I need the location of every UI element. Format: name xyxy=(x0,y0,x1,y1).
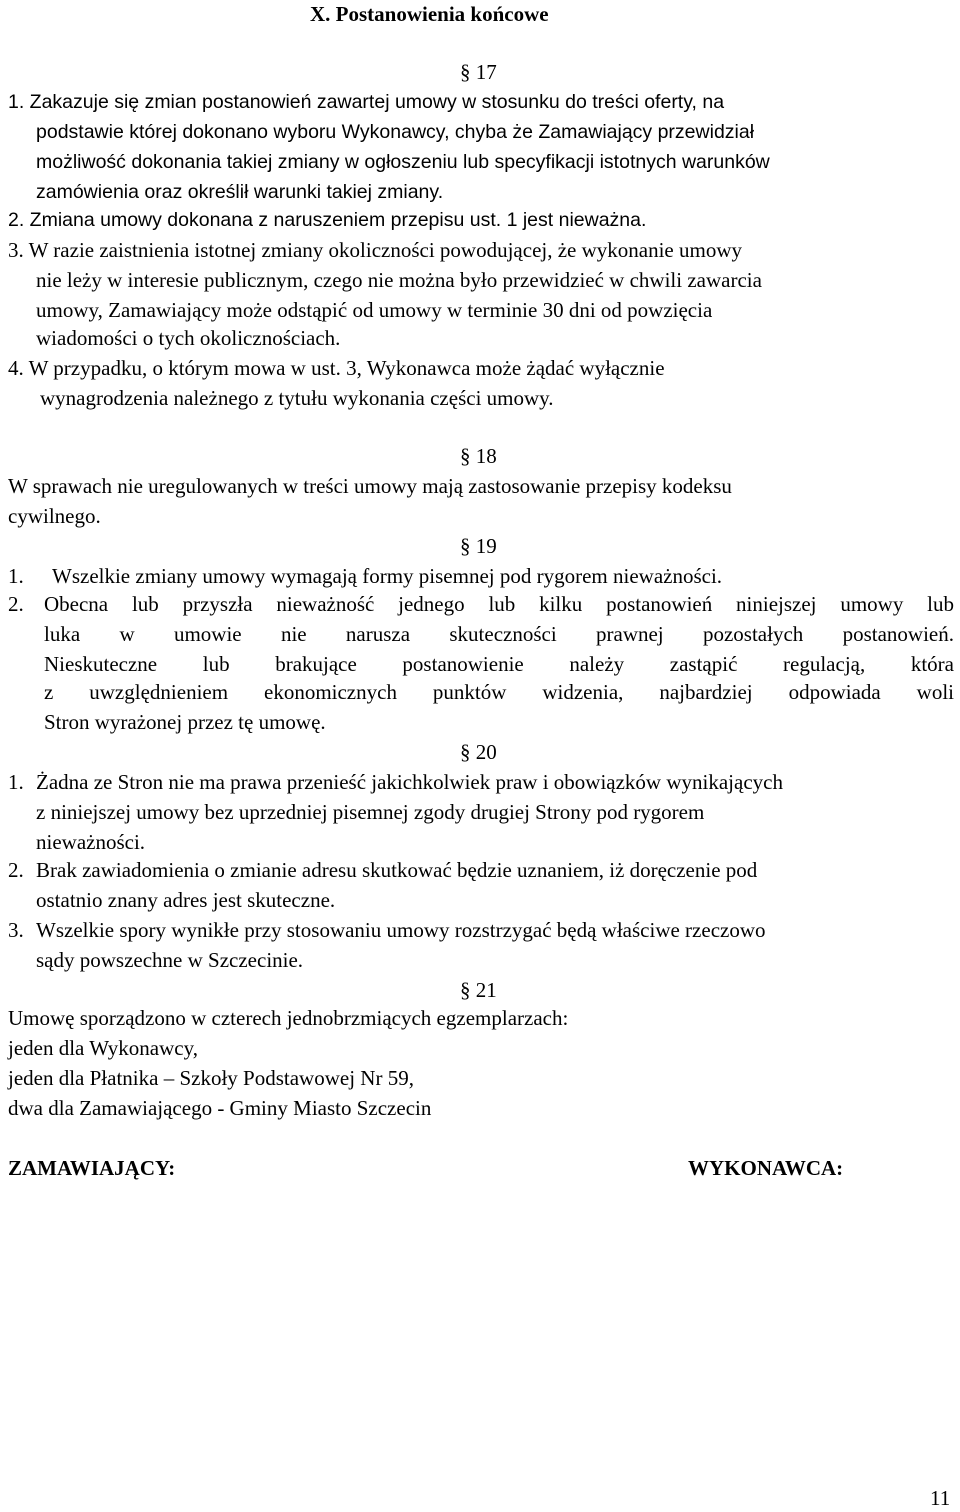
signature-right: WYKONAWCA: xyxy=(688,1156,844,1180)
s17-p4-line1: 4. W przypadku, o którym mowa w ust. 3, Wykonawca może żądać wyłącznie xyxy=(8,356,665,380)
s17-p2: 2. Zmiana umowy dokonana z naruszeniem przepisu ust. 1 jest nieważna. xyxy=(8,209,647,231)
s19-p2-line3: Nieskuteczne lub brakujące postanowienie należy zastąpić regulacją, która xyxy=(44,652,954,676)
section-heading-18: § 18 xyxy=(460,444,497,468)
s17-p3-line1: 3. W razie zaistnienia istotnej zmiany okoliczności powodującej, że wykonanie umowy xyxy=(8,238,743,262)
page-number: 11 xyxy=(930,1486,951,1510)
s19-p2-number: 2. xyxy=(8,592,24,616)
s17-p3-line3: umowy, Zamawiający może odstąpić od umowy w terminie 30 dni od powzięcia xyxy=(36,298,713,322)
s20-p1-line1: Żadna ze Stron nie ma prawa przenieść jakichkolwiek praw i obowiązków wynikających xyxy=(36,770,783,794)
s18-line1: W sprawach nie uregulowanych w treści umowy mają zastosowanie przepisy kodeksu xyxy=(8,474,732,498)
s17-p1-line2: podstawie której dokonano wyboru Wykonawcy, chyba że Zamawiający przewidział xyxy=(36,121,755,143)
s18-line2: cywilnego. xyxy=(8,504,101,528)
s20-p3-line2: sądy powszechne w Szczecinie. xyxy=(36,948,304,972)
s21-line1: Umowę sporządzono w czterech jednobrzmiących egzemplarzach: xyxy=(8,1006,569,1030)
s19-p2-line1: Obecna lub przyszła nieważność jednego lub kilku postanowień niniejszej umowy lub xyxy=(44,592,954,616)
section-heading-17: § 17 xyxy=(460,60,497,84)
section-heading-21: § 21 xyxy=(460,978,497,1002)
s20-p2-line1: Brak zawiadomienia o zmianie adresu skutkować będzie uznaniem, iż doręczenie pod xyxy=(36,858,758,882)
s17-p1-line3: możliwość dokonania takiej zmiany w ogłoszeniu lub specyfikacji istotnych warunków xyxy=(36,151,770,173)
s17-p3-line4: wiadomości o tych okolicznościach. xyxy=(36,326,341,350)
s19-p1: Wszelkie zmiany umowy wymagają formy pisemnej pod rygorem nieważności. xyxy=(52,564,723,588)
s17-p3-line2: nie leży w interesie publicznym, czego nie można było przewidzieć w chwili zawarcia xyxy=(36,268,762,292)
s20-p1-line3: nieważności. xyxy=(36,830,146,854)
s19-p2-line5: Stron wyrażonej przez tę umowę. xyxy=(44,710,326,734)
s20-p1-number: 1. xyxy=(8,770,24,794)
s20-p3-number: 3. xyxy=(8,918,24,942)
s20-p2-number: 2. xyxy=(8,858,24,882)
s21-line3: jeden dla Płatnika – Szkoły Podstawowej Nr 59, xyxy=(8,1066,414,1090)
section-heading-19: § 19 xyxy=(460,534,497,558)
s19-p2-line4: z uwzględnieniem ekonomicznych punktów widzenia, najbardziej odpowiada woli xyxy=(44,680,954,704)
section-heading-20: § 20 xyxy=(460,740,497,764)
s20-p2-line2: ostatnio znany adres jest skuteczne. xyxy=(36,888,336,912)
signature-left: ZAMAWIAJĄCY: xyxy=(8,1156,176,1180)
s19-p1-number: 1. xyxy=(8,564,24,588)
s20-p1-line2: z niniejszej umowy bez uprzedniej pisemnej zgody drugiej Strony pod rygorem xyxy=(36,800,705,824)
s20-p3-line1: Wszelkie spory wynikłe przy stosowaniu umowy rozstrzygać będą właściwe rzeczowo xyxy=(36,918,766,942)
s17-p1-line4: zamówienia oraz określił warunki takiej zmiany. xyxy=(36,181,444,203)
s19-p2-line2: luka w umowie nie narusza skuteczności prawnej pozostałych postanowień. xyxy=(44,622,954,646)
s17-p1-line1: 1. Zakazuje się zmian postanowień zawartej umowy w stosunku do treści oferty, na xyxy=(8,91,725,113)
section-title: X. Postanowienia końcowe xyxy=(310,2,549,26)
s21-line2: jeden dla Wykonawcy, xyxy=(8,1036,199,1060)
s17-p4-line2: wynagrodzenia należnego z tytułu wykonania części umowy. xyxy=(40,386,554,410)
s21-line4: dwa dla Zamawiającego - Gminy Miasto Szczecin xyxy=(8,1096,432,1120)
